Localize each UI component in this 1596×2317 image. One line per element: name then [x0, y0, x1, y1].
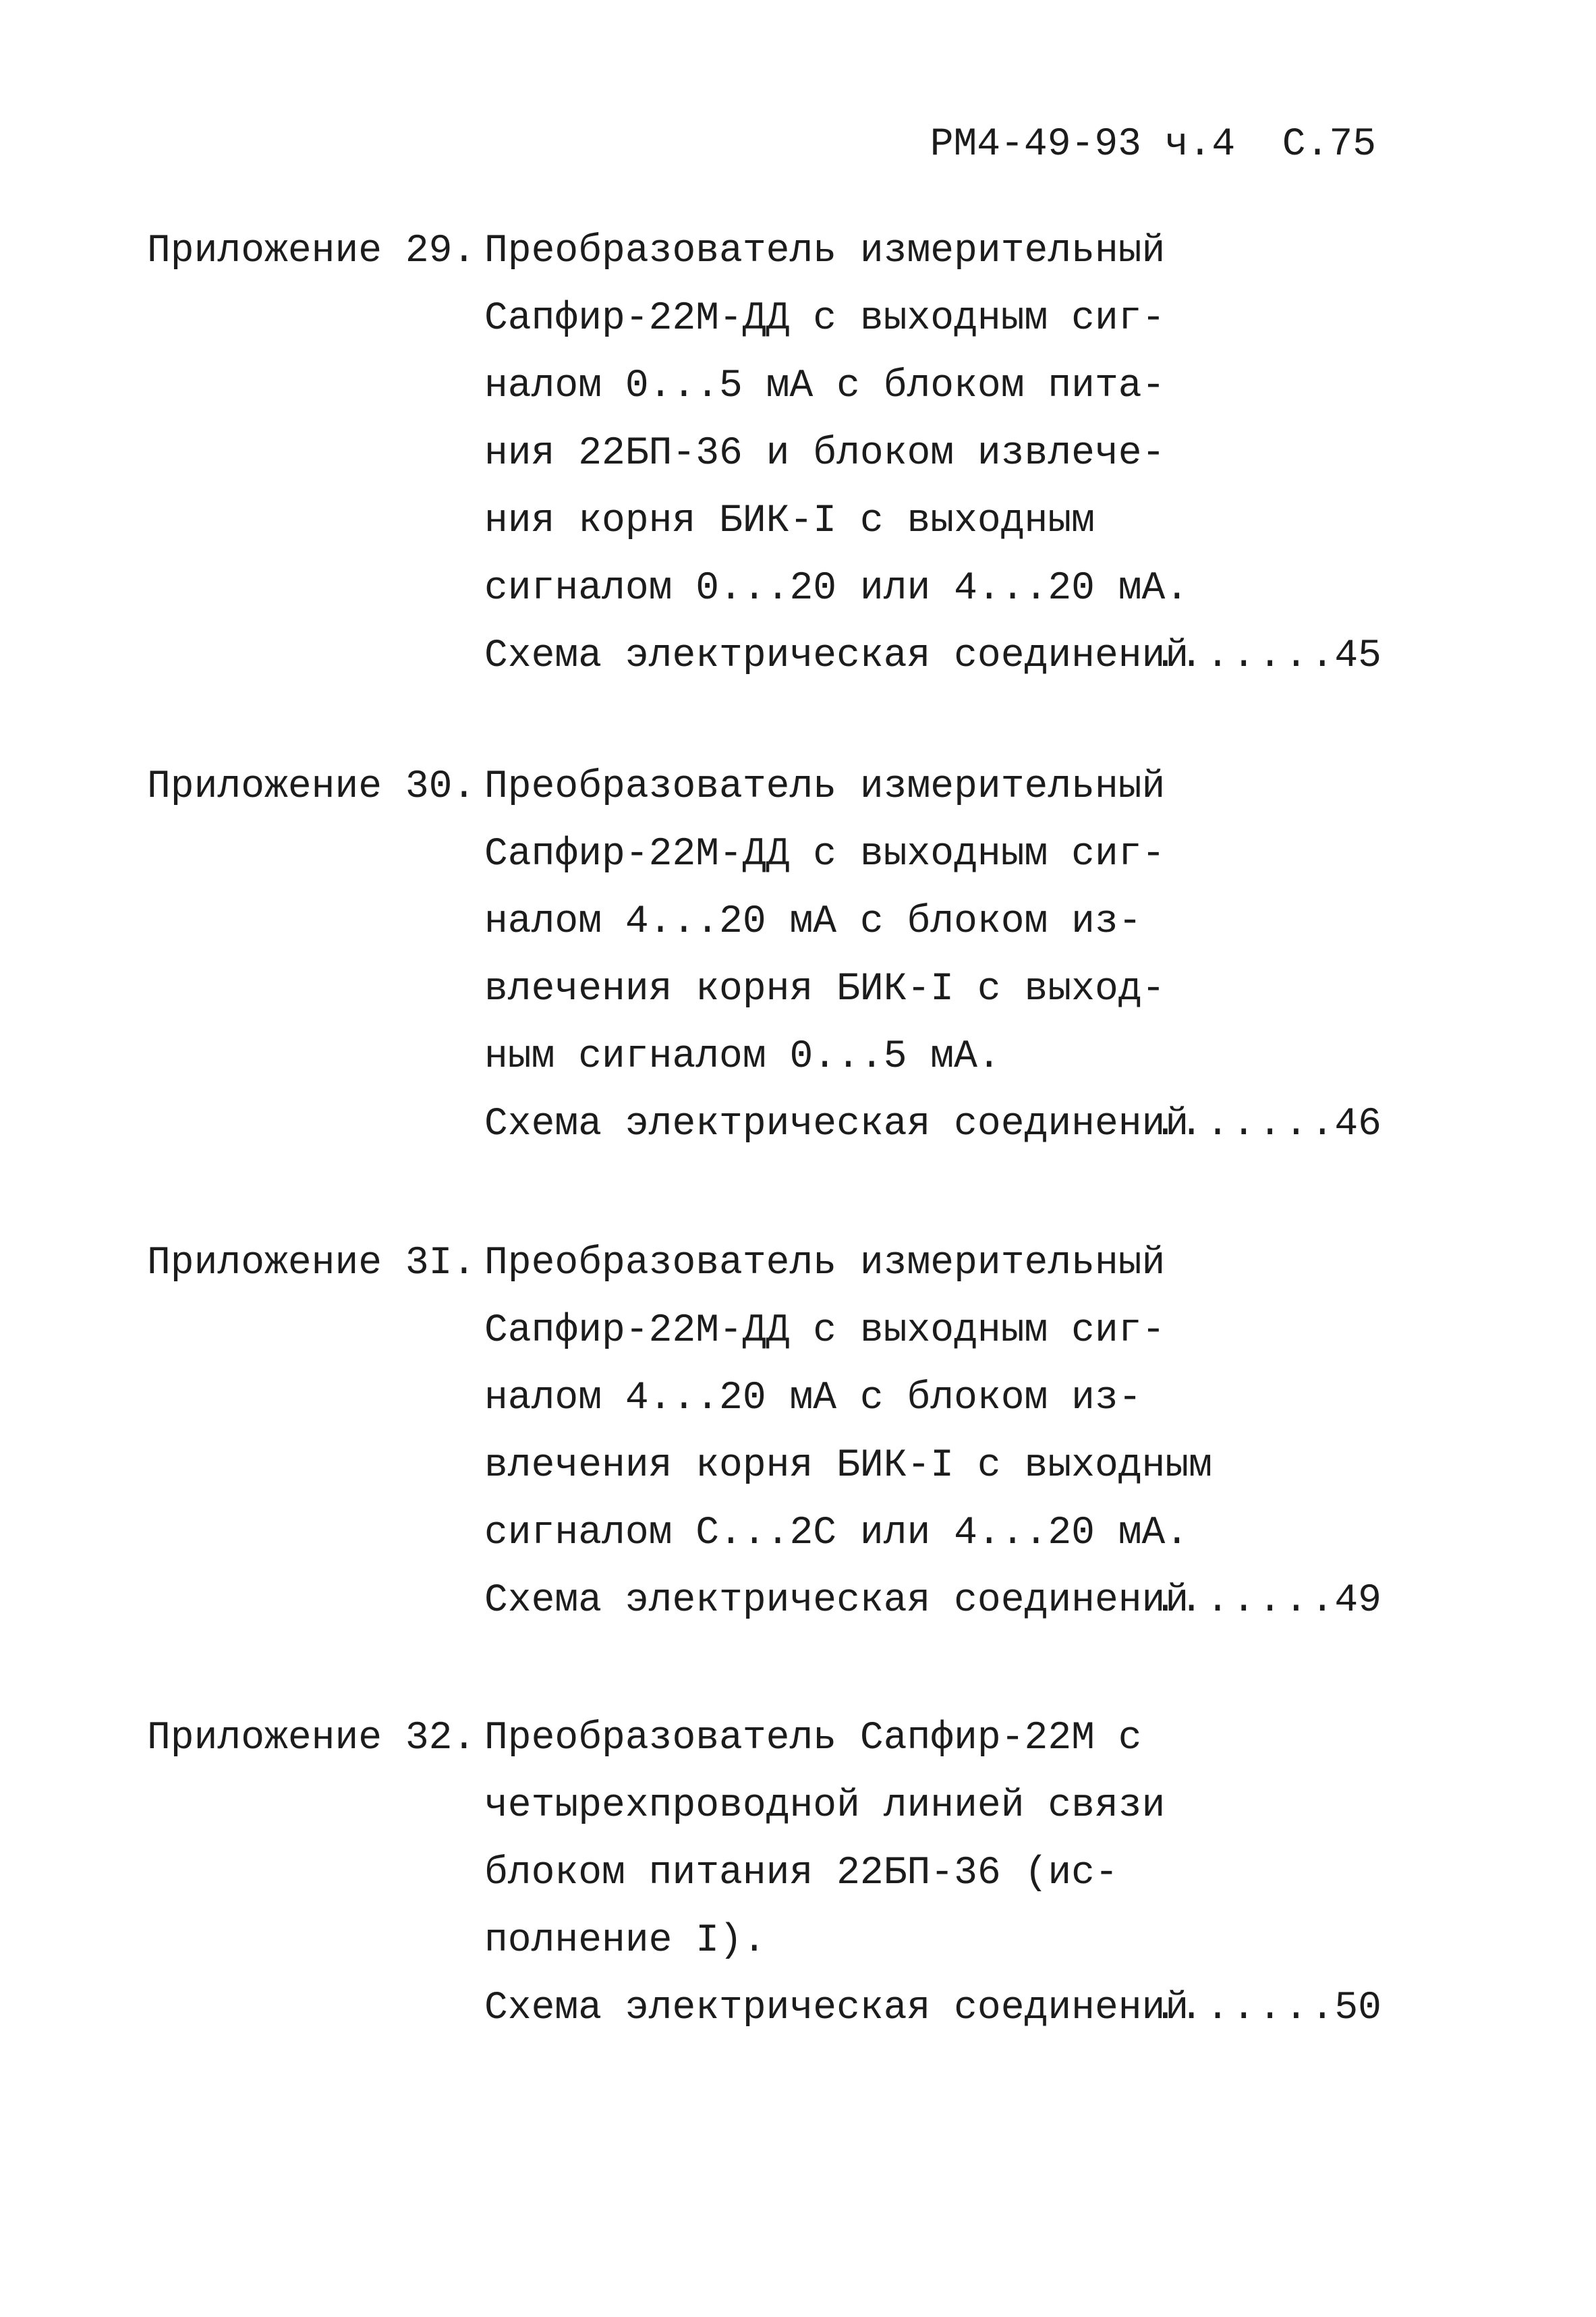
appendix-description — [484, 754, 1165, 1091]
schema-title: Схема электрическая соединений — [484, 1102, 1189, 1146]
description-line: сигналом С...2С или 4...20 мА. — [484, 1511, 1189, 1555]
description-line: Сапфир-22М-ДД с выходным сиг- — [484, 1309, 1166, 1353]
appendix-description — [484, 218, 1189, 623]
description-line: налом 4...20 мА с блоком из- — [484, 900, 1142, 944]
leader-dots: ....... — [1153, 1986, 1337, 2030]
description-line: Преобразователь измерительный — [484, 765, 1166, 809]
page-number: 46 — [1334, 1102, 1381, 1146]
description-line: Преобразователь измерительный — [484, 229, 1166, 273]
appendix-label: Приложение 3I. — [147, 1241, 476, 1285]
schema-title: Схема электрическая соединений — [484, 1986, 1189, 2030]
schema-row[interactable] — [484, 1091, 1381, 1158]
page-number: 50 — [1334, 1986, 1381, 2030]
leader-dots: ....... — [1153, 1579, 1337, 1623]
description-line: ния 22БП-36 и блоком извлече- — [484, 432, 1166, 476]
description-line: ным сигналом 0...5 мА. — [484, 1035, 1001, 1079]
description-line: Преобразователь измерительный — [484, 1241, 1166, 1285]
description-line: налом 0...5 мА с блоком пита- — [484, 364, 1166, 408]
description-line: налом 4...20 мА с блоком из- — [484, 1376, 1142, 1420]
schema-row[interactable] — [484, 623, 1381, 690]
description-line: Сапфир-22М-ДД с выходным сиг- — [484, 297, 1166, 341]
appendix-description — [484, 1705, 1165, 1975]
description-line: ния корня БИК-I с выходным — [484, 499, 1095, 543]
appendix-label: Приложение 29. — [147, 229, 476, 273]
description-line: влечения корня БИК-I с выход- — [484, 968, 1166, 1011]
description-line: сигналом 0...20 или 4...20 мА. — [484, 567, 1189, 611]
description-line: Сапфир-22М-ДД с выходным сиг- — [484, 833, 1166, 876]
appendix-label: Приложение 32. — [147, 1716, 476, 1760]
page-number: 45 — [1334, 634, 1381, 678]
schema-title: Схема электрическая соединений — [484, 634, 1189, 678]
description-line: четырехпроводной линией связи — [484, 1784, 1166, 1828]
leader-dots: ....... — [1153, 1102, 1337, 1146]
description-line: полнение I). — [484, 1919, 766, 1963]
leader-dots: ....... — [1153, 634, 1337, 678]
appendix-label: Приложение 30. — [147, 765, 476, 809]
document-reference-header: РМ4-49-93 ч.4 С.75 — [930, 123, 1376, 167]
schema-row[interactable] — [484, 1567, 1381, 1635]
schema-row[interactable] — [484, 1975, 1381, 2042]
appendix-description — [484, 1230, 1212, 1567]
description-line: влечения корня БИК-I с выходным — [484, 1444, 1212, 1488]
description-line: Преобразователь Сапфир-22М с — [484, 1716, 1142, 1760]
schema-title: Схема электрическая соединений — [484, 1579, 1189, 1623]
page-number: 49 — [1334, 1579, 1381, 1623]
description-line: блоком питания 22БП-36 (ис- — [484, 1851, 1118, 1895]
